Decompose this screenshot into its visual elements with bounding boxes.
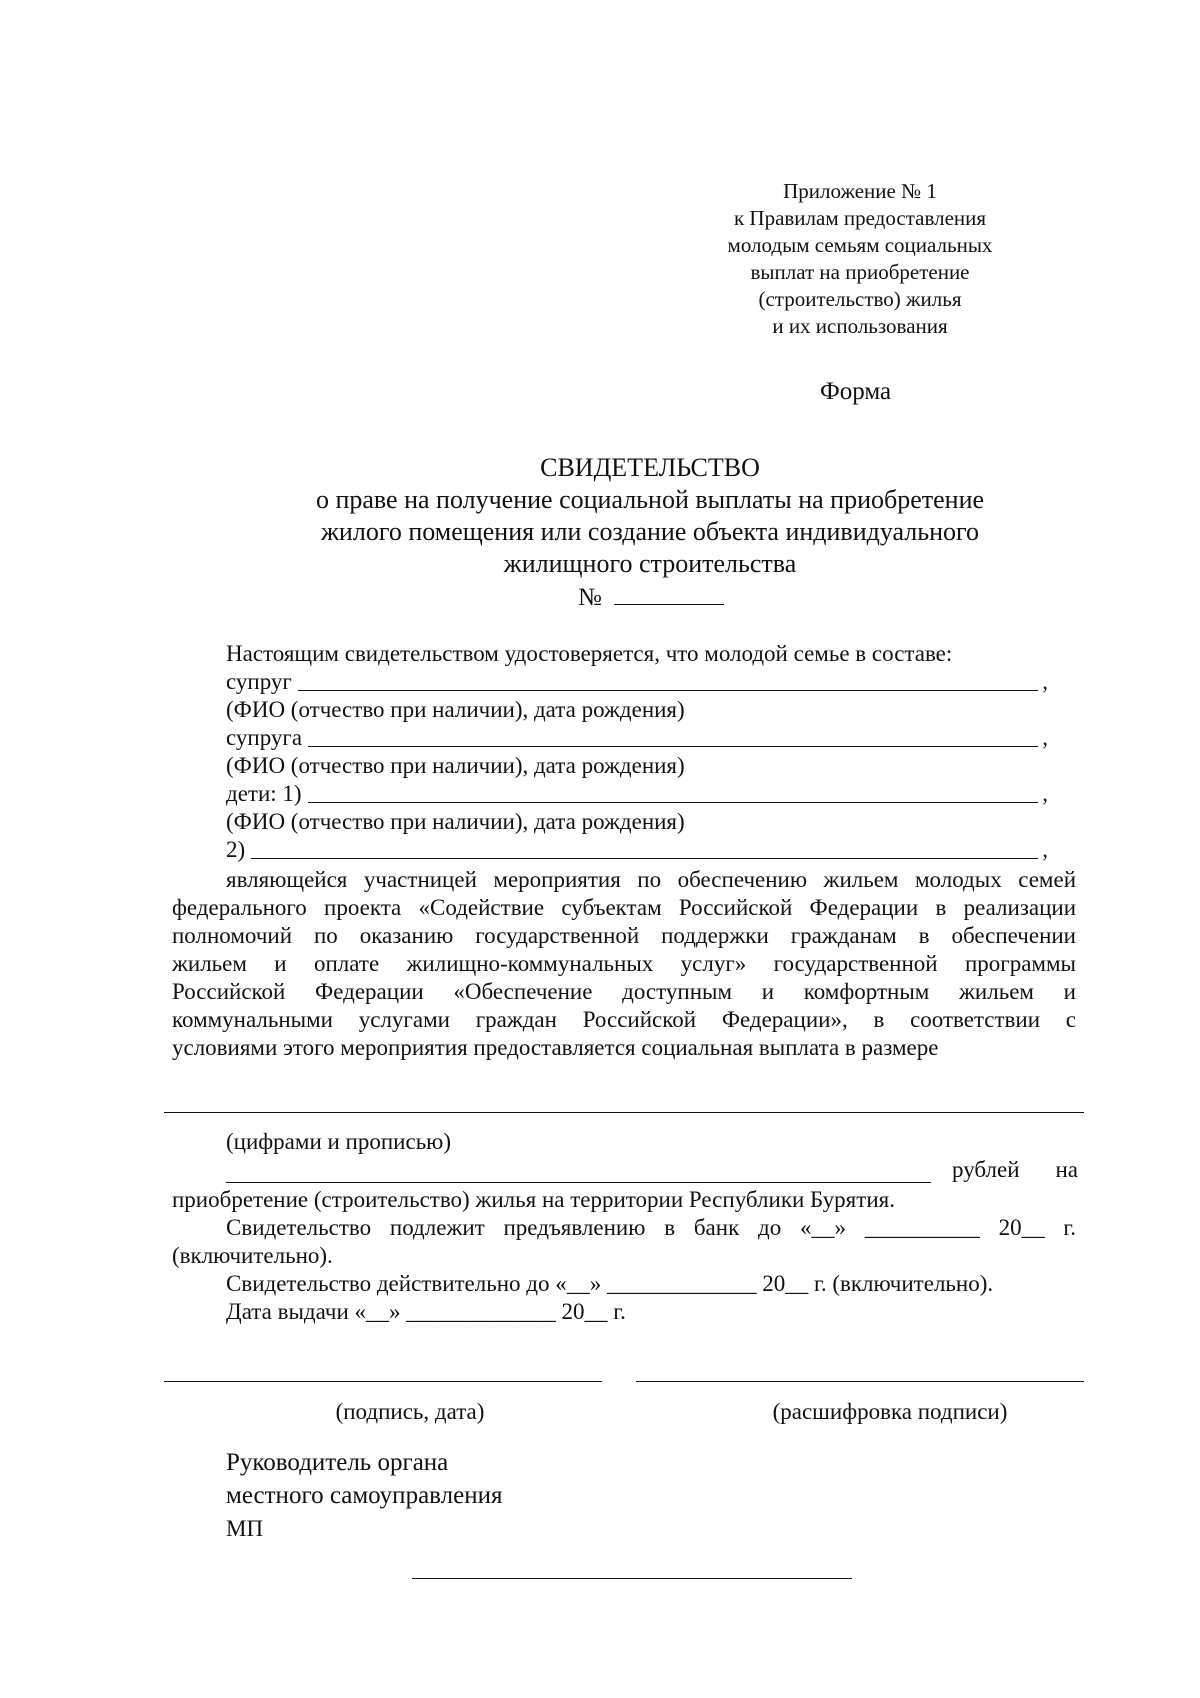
child2-field (251, 858, 1038, 859)
validity-text: Свидетельство действительно до «__» _____________ 20__ г. (включительно). (226, 1271, 994, 1296)
paragraph-line-7: условиями этого мероприятия предоставляется социальная выплата в размере (172, 1035, 939, 1060)
number-label: № (578, 584, 602, 611)
wife-label: супруга (226, 725, 303, 750)
child1-row (226, 780, 1048, 808)
husband-hint: (ФИО (отчество при наличии), дата рождения) (226, 697, 685, 722)
paragraph-line-6: коммунальными услугами граждан Российской Федерации», в соответствии с (172, 1007, 1076, 1032)
wife-field (308, 746, 1038, 747)
husband-comma: , (1042, 669, 1048, 694)
title-block (200, 452, 1100, 580)
signature-decode-line (636, 1381, 1084, 1382)
paragraph-line-2: федерального проекта «Содействие субъектам Российской Федерации в реализации (172, 895, 1076, 920)
amount-words-line (226, 1182, 931, 1183)
issue-date: Дата выдачи «__» _____________ 20__ г. (226, 1299, 626, 1324)
signature-hint: (подпись, дата) (335, 1399, 485, 1424)
number-field (614, 604, 724, 605)
title-subtitle-2: жилого помещения или создание объекта индивидуального (320, 517, 980, 546)
annex-line-3: молодым семьям социальных (727, 233, 993, 257)
paragraph-line-3: полномочий по оказанию государственной поддержки гражданам в обеспечении (172, 923, 1076, 948)
annex-line-6: и их использования (772, 314, 948, 338)
annex-line-4: выплат на приобретение (750, 260, 970, 284)
annex-line-2: к Правилам предоставления (733, 206, 987, 230)
title-subtitle-1: о праве на получение социальной выплаты на приобретение (315, 485, 985, 514)
husband-field (298, 690, 1038, 691)
document-title: СВИДЕТЕЛЬСТВО (540, 453, 760, 482)
child1-comma: , (1042, 781, 1048, 806)
bank-deadline: Свидетельство подлежит предъявлению в банк до «__» __________ 20__ г. (226, 1215, 1076, 1240)
head-signature-line (412, 1578, 852, 1579)
children-label: дети: 1) (226, 781, 302, 806)
stamp-label: МП (226, 1516, 264, 1541)
certificate-number (578, 584, 724, 612)
amount-hint: (цифрами и прописью) (226, 1129, 452, 1154)
husband-row (226, 668, 1048, 696)
paragraph-line-5: Российской Федерации «Обеспечение доступным и комфортным жильем и (172, 979, 1076, 1004)
annex-line-1: Приложение № 1 (783, 179, 937, 203)
annex-block (700, 178, 1020, 340)
purchase-text: приобретение (строительство) жилья на территории Республики Бурятия. (172, 1187, 895, 1212)
child2-row (226, 836, 1048, 864)
head-block (226, 1446, 502, 1545)
paragraph-line-1: являющейся участницей мероприятия по обеспечению жильем молодых семей (226, 867, 1076, 892)
child1-field (308, 802, 1039, 803)
inclusive-text: (включительно). (172, 1243, 333, 1268)
wife-hint: (ФИО (отчество при наличии), дата рождения) (226, 753, 685, 778)
head-title-2: местного самоуправления (226, 1482, 503, 1509)
child2-label: 2) (226, 837, 246, 862)
rubles-label: рублей на (952, 1157, 1078, 1182)
child1-hint: (ФИО (отчество при наличии), дата рождения) (226, 809, 685, 834)
title-subtitle-3: жилищного строительства (503, 549, 797, 578)
signature-decode-hint: (расшифровка подписи) (772, 1399, 1008, 1424)
form-label: Форма (820, 378, 892, 405)
head-title-1: Руководитель органа (226, 1449, 449, 1476)
amount-line (164, 1112, 1084, 1113)
signature-line (164, 1381, 602, 1382)
annex-line-5: (строительство) жилья (758, 287, 962, 311)
intro-text: Настоящим свидетельством удостоверяется, что молодой семье в составе: (226, 641, 953, 666)
paragraph-line-4: жильем и оплате жилищно-коммунальных услуг» государственной программы (172, 951, 1076, 976)
wife-comma: , (1042, 725, 1048, 750)
child2-comma: , (1042, 837, 1048, 862)
husband-label: супруг (226, 669, 292, 694)
wife-row (226, 724, 1048, 752)
